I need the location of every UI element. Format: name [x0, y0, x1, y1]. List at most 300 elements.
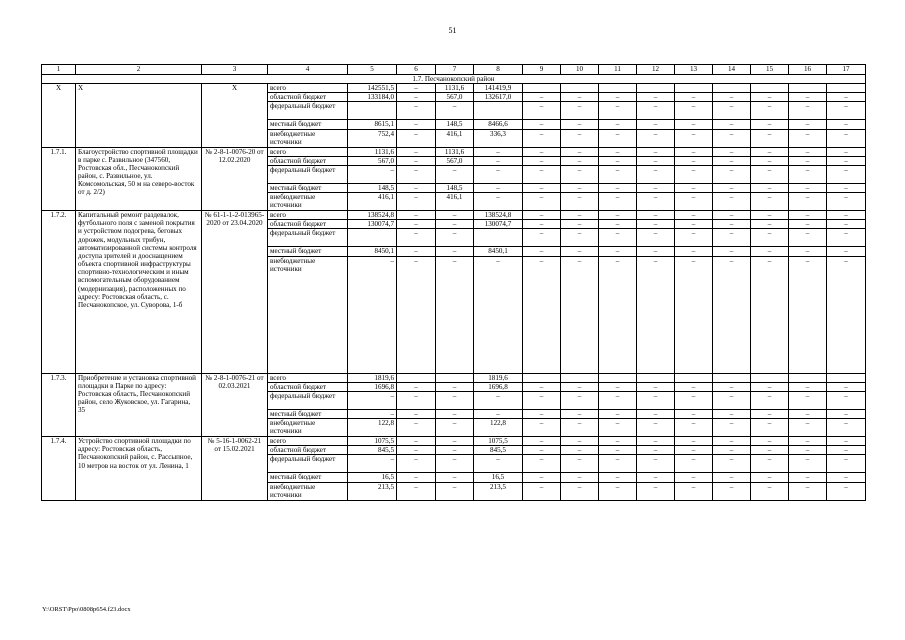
amount-cell: – [436, 437, 474, 446]
amount-cell: – [637, 220, 675, 229]
amount-cell: – [599, 382, 637, 391]
column-number-header: 5 [348, 65, 397, 75]
amount-cell: – [523, 102, 561, 120]
amount-cell: – [789, 419, 827, 437]
amount-cell: – [751, 419, 789, 437]
amount-cell: – [397, 409, 436, 418]
amount-cell: – [789, 183, 827, 192]
amount-cell: – [599, 93, 637, 102]
amount-cell: – [348, 409, 397, 418]
column-number-header: 9 [523, 65, 561, 75]
amount-cell: – [789, 120, 827, 129]
amount-cell: – [436, 220, 474, 229]
amount-cell: – [637, 437, 675, 446]
file-path: Y:\ORST\Ppo\0808p654.f23.docx [42, 606, 131, 613]
amount-cell: – [561, 446, 599, 455]
page-number: 51 [448, 26, 457, 35]
amount-cell: – [789, 165, 827, 183]
amount-cell: – [789, 220, 827, 229]
amount-cell: – [348, 165, 397, 183]
amount-cell: – [675, 256, 713, 373]
amount-cell: 1696,8 [348, 382, 397, 391]
amount-cell: – [637, 247, 675, 256]
table-row [42, 373, 866, 382]
amount-cell: – [637, 102, 675, 120]
amount-cell: – [474, 409, 523, 418]
amount-cell: – [561, 211, 599, 220]
amount-cell: – [436, 391, 474, 409]
amount-cell: – [789, 482, 827, 500]
amount-cell: – [397, 482, 436, 500]
header-row [42, 65, 866, 75]
amount-cell: – [397, 183, 436, 192]
amount-cell: – [561, 183, 599, 192]
amount-cell: – [436, 229, 474, 247]
project-name: Приобретение и установка спортивной площадки в Парке по адресу: Ростовская область, Песчанокопский район, село Жуковское, ул. Гагарина, 35 [76, 373, 202, 436]
amount-cell: – [751, 382, 789, 391]
amount-cell: – [713, 229, 751, 247]
amount-cell: – [561, 437, 599, 446]
amount-cell [599, 84, 637, 93]
funding-source: областной бюджет [268, 93, 348, 102]
amount-cell [561, 373, 599, 382]
amount-cell: – [436, 419, 474, 437]
amount-cell: – [474, 165, 523, 183]
amount-cell: – [436, 211, 474, 220]
amount-cell: – [827, 229, 866, 247]
amount-cell: – [675, 183, 713, 192]
amount-cell: – [789, 102, 827, 120]
amount-cell: – [561, 409, 599, 418]
amount-cell [637, 373, 675, 382]
amount-cell: – [675, 211, 713, 220]
amount-cell: – [599, 256, 637, 373]
column-number-header: 10 [561, 65, 599, 75]
amount-cell: 1819,6 [474, 373, 523, 382]
column-number-header: 13 [675, 65, 713, 75]
amount-cell: – [675, 156, 713, 165]
amount-cell: 8466,6 [474, 120, 523, 129]
table-row [42, 147, 866, 156]
amount-cell [751, 373, 789, 382]
amount-cell: – [675, 482, 713, 500]
amount-cell: – [675, 446, 713, 455]
funding-source: всего [268, 211, 348, 220]
amount-cell: – [599, 482, 637, 500]
amount-cell: – [637, 382, 675, 391]
amount-cell: – [561, 419, 599, 437]
amount-cell: – [751, 455, 789, 473]
amount-cell: – [713, 419, 751, 437]
amount-cell: – [637, 482, 675, 500]
amount-cell: – [599, 211, 637, 220]
amount-cell: – [523, 129, 561, 147]
amount-cell: – [789, 437, 827, 446]
amount-cell: 133184,0 [348, 93, 397, 102]
amount-cell: – [397, 473, 436, 482]
amount-cell: – [436, 455, 474, 473]
amount-cell: – [713, 165, 751, 183]
amount-cell: – [599, 473, 637, 482]
project-name: Устройство спортивной площадки по адресу: Ростовская область, Песчанокопский район, с. Рассыпное, 10 метров на восток от ул. Ленина, 1 [76, 437, 202, 500]
amount-cell: – [751, 229, 789, 247]
funding-source: внебюджетные источники [268, 256, 348, 373]
amount-cell: – [789, 229, 827, 247]
funding-source: федеральный бюджет [268, 165, 348, 183]
amount-cell: 1819,6 [348, 373, 397, 382]
amount-cell: – [789, 446, 827, 455]
funding-source: местный бюджет [268, 409, 348, 418]
amount-cell: – [713, 193, 751, 211]
amount-cell [751, 84, 789, 93]
amount-cell: – [751, 256, 789, 373]
funding-source: всего [268, 147, 348, 156]
funding-source: федеральный бюджет [268, 455, 348, 473]
amount-cell: – [523, 382, 561, 391]
amount-cell: – [523, 211, 561, 220]
amount-cell: – [713, 220, 751, 229]
funding-source: внебюджетные источники [268, 482, 348, 500]
funding-source: внебюджетные источники [268, 193, 348, 211]
amount-cell: – [523, 473, 561, 482]
amount-cell: – [751, 147, 789, 156]
amount-cell: 141419,9 [474, 84, 523, 93]
amount-cell: 213,5 [348, 482, 397, 500]
amount-cell: – [789, 247, 827, 256]
amount-cell: – [561, 382, 599, 391]
amount-cell: 752,4 [348, 129, 397, 147]
amount-cell: – [348, 391, 397, 409]
amount-cell: – [675, 419, 713, 437]
amount-cell [397, 373, 436, 382]
amount-cell [474, 229, 523, 247]
amount-cell: – [561, 473, 599, 482]
funding-source: областной бюджет [268, 156, 348, 165]
amount-cell: – [827, 256, 866, 373]
amount-cell: – [675, 147, 713, 156]
amount-cell: – [713, 211, 751, 220]
column-number-header: 12 [637, 65, 675, 75]
amount-cell: – [751, 102, 789, 120]
amount-cell: – [523, 419, 561, 437]
amount-cell: – [523, 247, 561, 256]
amount-cell: – [397, 147, 436, 156]
amount-cell: 416,1 [348, 193, 397, 211]
amount-cell: – [436, 482, 474, 500]
amount-cell: – [713, 409, 751, 418]
amount-cell [827, 373, 866, 382]
amount-cell: – [397, 419, 436, 437]
amount-cell: – [436, 473, 474, 482]
row-number: 1.7.4. [42, 437, 76, 500]
amount-cell: – [599, 193, 637, 211]
amount-cell: – [561, 229, 599, 247]
funding-source: местный бюджет [268, 473, 348, 482]
column-number-header: 17 [827, 65, 866, 75]
amount-cell: – [713, 183, 751, 192]
amount-cell: – [599, 129, 637, 147]
funding-source: местный бюджет [268, 183, 348, 192]
amount-cell: – [827, 156, 866, 165]
amount-cell: – [561, 482, 599, 500]
amount-cell: – [474, 183, 523, 192]
amount-cell: 845,5 [348, 446, 397, 455]
project-name: X [76, 84, 202, 147]
amount-cell: – [599, 102, 637, 120]
amount-cell: 8450,1 [348, 247, 397, 256]
amount-cell: – [713, 147, 751, 156]
amount-cell: – [713, 473, 751, 482]
amount-cell: – [599, 419, 637, 437]
amount-cell: – [751, 409, 789, 418]
amount-cell: – [397, 446, 436, 455]
amount-cell: – [713, 93, 751, 102]
amount-cell: – [637, 120, 675, 129]
amount-cell: – [436, 256, 474, 373]
amount-cell: – [637, 229, 675, 247]
amount-cell: – [675, 229, 713, 247]
amount-cell: – [523, 482, 561, 500]
amount-cell: – [599, 147, 637, 156]
amount-cell [348, 229, 397, 247]
amount-cell: – [713, 156, 751, 165]
amount-cell [637, 84, 675, 93]
amount-cell: 142551,5 [348, 84, 397, 93]
amount-cell: – [751, 391, 789, 409]
amount-cell: – [637, 165, 675, 183]
amount-cell [827, 84, 866, 93]
amount-cell: – [751, 247, 789, 256]
amount-cell: – [675, 409, 713, 418]
amount-cell: – [637, 419, 675, 437]
amount-cell: – [789, 382, 827, 391]
amount-cell: – [827, 247, 866, 256]
amount-cell: – [523, 446, 561, 455]
amount-cell: – [751, 165, 789, 183]
amount-cell: – [713, 382, 751, 391]
amount-cell: – [523, 156, 561, 165]
amount-cell [561, 84, 599, 93]
amount-cell: – [561, 129, 599, 147]
row-number: X [42, 84, 76, 147]
amount-cell: – [599, 183, 637, 192]
amount-cell: – [436, 165, 474, 183]
amount-cell: – [561, 165, 599, 183]
amount-cell: 122,8 [348, 419, 397, 437]
amount-cell: – [827, 120, 866, 129]
amount-cell: – [789, 409, 827, 418]
amount-cell: – [561, 247, 599, 256]
amount-cell: – [675, 93, 713, 102]
amount-cell: – [751, 183, 789, 192]
amount-cell: – [675, 391, 713, 409]
amount-cell [713, 373, 751, 382]
amount-cell: – [789, 147, 827, 156]
amount-cell: – [561, 147, 599, 156]
funding-source: внебюджетные источники [268, 129, 348, 147]
amount-cell: – [713, 129, 751, 147]
amount-cell: – [397, 93, 436, 102]
amount-cell: 567,0 [436, 93, 474, 102]
amount-cell: – [675, 193, 713, 211]
amount-cell: 336,3 [474, 129, 523, 147]
amount-cell [348, 102, 397, 120]
amount-cell: 416,1 [436, 193, 474, 211]
section-row [42, 75, 866, 84]
amount-cell: – [599, 156, 637, 165]
amount-cell: – [751, 93, 789, 102]
amount-cell: – [713, 120, 751, 129]
amount-cell: – [561, 156, 599, 165]
amount-cell: – [348, 256, 397, 373]
amount-cell: – [789, 391, 827, 409]
amount-cell: – [637, 147, 675, 156]
amount-cell: – [561, 455, 599, 473]
amount-cell: – [523, 455, 561, 473]
amount-cell: – [474, 391, 523, 409]
amount-cell: – [827, 409, 866, 418]
amount-cell: – [675, 455, 713, 473]
amount-cell: – [789, 129, 827, 147]
amount-cell [599, 373, 637, 382]
funding-source: всего [268, 373, 348, 382]
amount-cell: – [827, 473, 866, 482]
row-number: 1.7.1. [42, 147, 76, 210]
amount-cell: – [523, 120, 561, 129]
amount-cell: – [474, 193, 523, 211]
amount-cell: – [436, 446, 474, 455]
amount-cell: – [789, 455, 827, 473]
amount-cell: 845,5 [474, 446, 523, 455]
amount-cell: – [789, 211, 827, 220]
amount-cell: – [751, 129, 789, 147]
amount-cell: – [561, 256, 599, 373]
amount-cell: 1696,8 [474, 382, 523, 391]
column-number-header: 14 [713, 65, 751, 75]
amount-cell [675, 84, 713, 93]
amount-cell: – [348, 455, 397, 473]
amount-cell: – [751, 156, 789, 165]
amount-cell: – [397, 391, 436, 409]
amount-cell: – [713, 437, 751, 446]
amount-cell: – [599, 229, 637, 247]
amount-cell: 138524,8 [474, 211, 523, 220]
amount-cell: – [675, 437, 713, 446]
amount-cell: – [523, 437, 561, 446]
section-title: 1.7. Песчанокопский район [42, 75, 866, 84]
amount-cell: – [827, 446, 866, 455]
amount-cell: 416,1 [436, 129, 474, 147]
amount-cell: – [827, 165, 866, 183]
amount-cell [474, 102, 523, 120]
amount-cell: 567,0 [348, 156, 397, 165]
funding-source: областной бюджет [268, 220, 348, 229]
amount-cell: – [599, 220, 637, 229]
amount-cell: – [675, 382, 713, 391]
amount-cell: – [397, 229, 436, 247]
amount-cell: – [599, 120, 637, 129]
amount-cell: 148,5 [436, 120, 474, 129]
amount-cell: 8615,1 [348, 120, 397, 129]
amount-cell: – [827, 211, 866, 220]
amount-cell: 122,8 [474, 419, 523, 437]
amount-cell: – [397, 247, 436, 256]
amount-cell: 132617,0 [474, 93, 523, 102]
table-row [42, 437, 866, 446]
amount-cell: – [637, 446, 675, 455]
funding-source: внебюджетные источники [268, 419, 348, 437]
column-number-header: 3 [202, 65, 268, 75]
amount-cell: – [827, 193, 866, 211]
column-number-header: 1 [42, 65, 76, 75]
amount-cell: – [675, 120, 713, 129]
amount-cell: – [599, 455, 637, 473]
amount-cell: – [637, 156, 675, 165]
amount-cell: – [713, 247, 751, 256]
amount-cell: – [751, 482, 789, 500]
amount-cell: – [397, 129, 436, 147]
amount-cell: – [397, 84, 436, 93]
funding-source: федеральный бюджет [268, 102, 348, 120]
column-number-header: 11 [599, 65, 637, 75]
amount-cell: – [561, 120, 599, 129]
project-name: Капитальный ремонт раздевалок, футбольного поля с заменой покрытия и устройством подогрева, беговых дорожек, модульных трибун, автоматизированной системы контроля доступа зрителей и дооснащением объекта спортивной инфраструктуры спортивно-технологическим и иным вспомогательным оборудованием (модернизация), расположенных по адресу: Ростовская область, с. Песчанокопское, ул. Суворова, 1-б [76, 211, 202, 373]
amount-cell: – [675, 220, 713, 229]
funding-source: местный бюджет [268, 247, 348, 256]
amount-cell: 16,5 [474, 473, 523, 482]
amount-cell: 1075,5 [348, 437, 397, 446]
budget-table [41, 64, 866, 501]
amount-cell: – [436, 382, 474, 391]
amount-cell: 148,5 [348, 183, 397, 192]
amount-cell: – [827, 391, 866, 409]
amount-cell: – [561, 220, 599, 229]
column-number-header: 16 [789, 65, 827, 75]
amount-cell: – [827, 382, 866, 391]
amount-cell: – [789, 256, 827, 373]
table-row [42, 211, 866, 220]
amount-cell: 138524,8 [348, 211, 397, 220]
amount-cell: – [599, 391, 637, 409]
amount-cell: – [827, 93, 866, 102]
amount-cell: – [751, 437, 789, 446]
funding-source: областной бюджет [268, 446, 348, 455]
amount-cell: – [523, 220, 561, 229]
amount-cell: – [827, 147, 866, 156]
amount-cell: – [637, 129, 675, 147]
amount-cell: – [637, 193, 675, 211]
column-number-header: 6 [397, 65, 436, 75]
amount-cell: – [599, 409, 637, 418]
amount-cell: – [637, 93, 675, 102]
amount-cell: 1131,6 [436, 147, 474, 156]
amount-cell: – [561, 391, 599, 409]
amount-cell: 1075,5 [474, 437, 523, 446]
document-number: № 2-8-1-0076-21 от 02.03.2021 [202, 373, 268, 436]
amount-cell: – [751, 473, 789, 482]
funding-source: областной бюджет [268, 382, 348, 391]
amount-cell: – [397, 193, 436, 211]
column-number-header: 7 [436, 65, 474, 75]
column-number-header: 4 [268, 65, 348, 75]
amount-cell: – [397, 120, 436, 129]
amount-cell: – [751, 193, 789, 211]
amount-cell: – [675, 247, 713, 256]
amount-cell: – [523, 256, 561, 373]
amount-cell: – [751, 211, 789, 220]
amount-cell: – [436, 102, 474, 120]
amount-cell: – [827, 437, 866, 446]
